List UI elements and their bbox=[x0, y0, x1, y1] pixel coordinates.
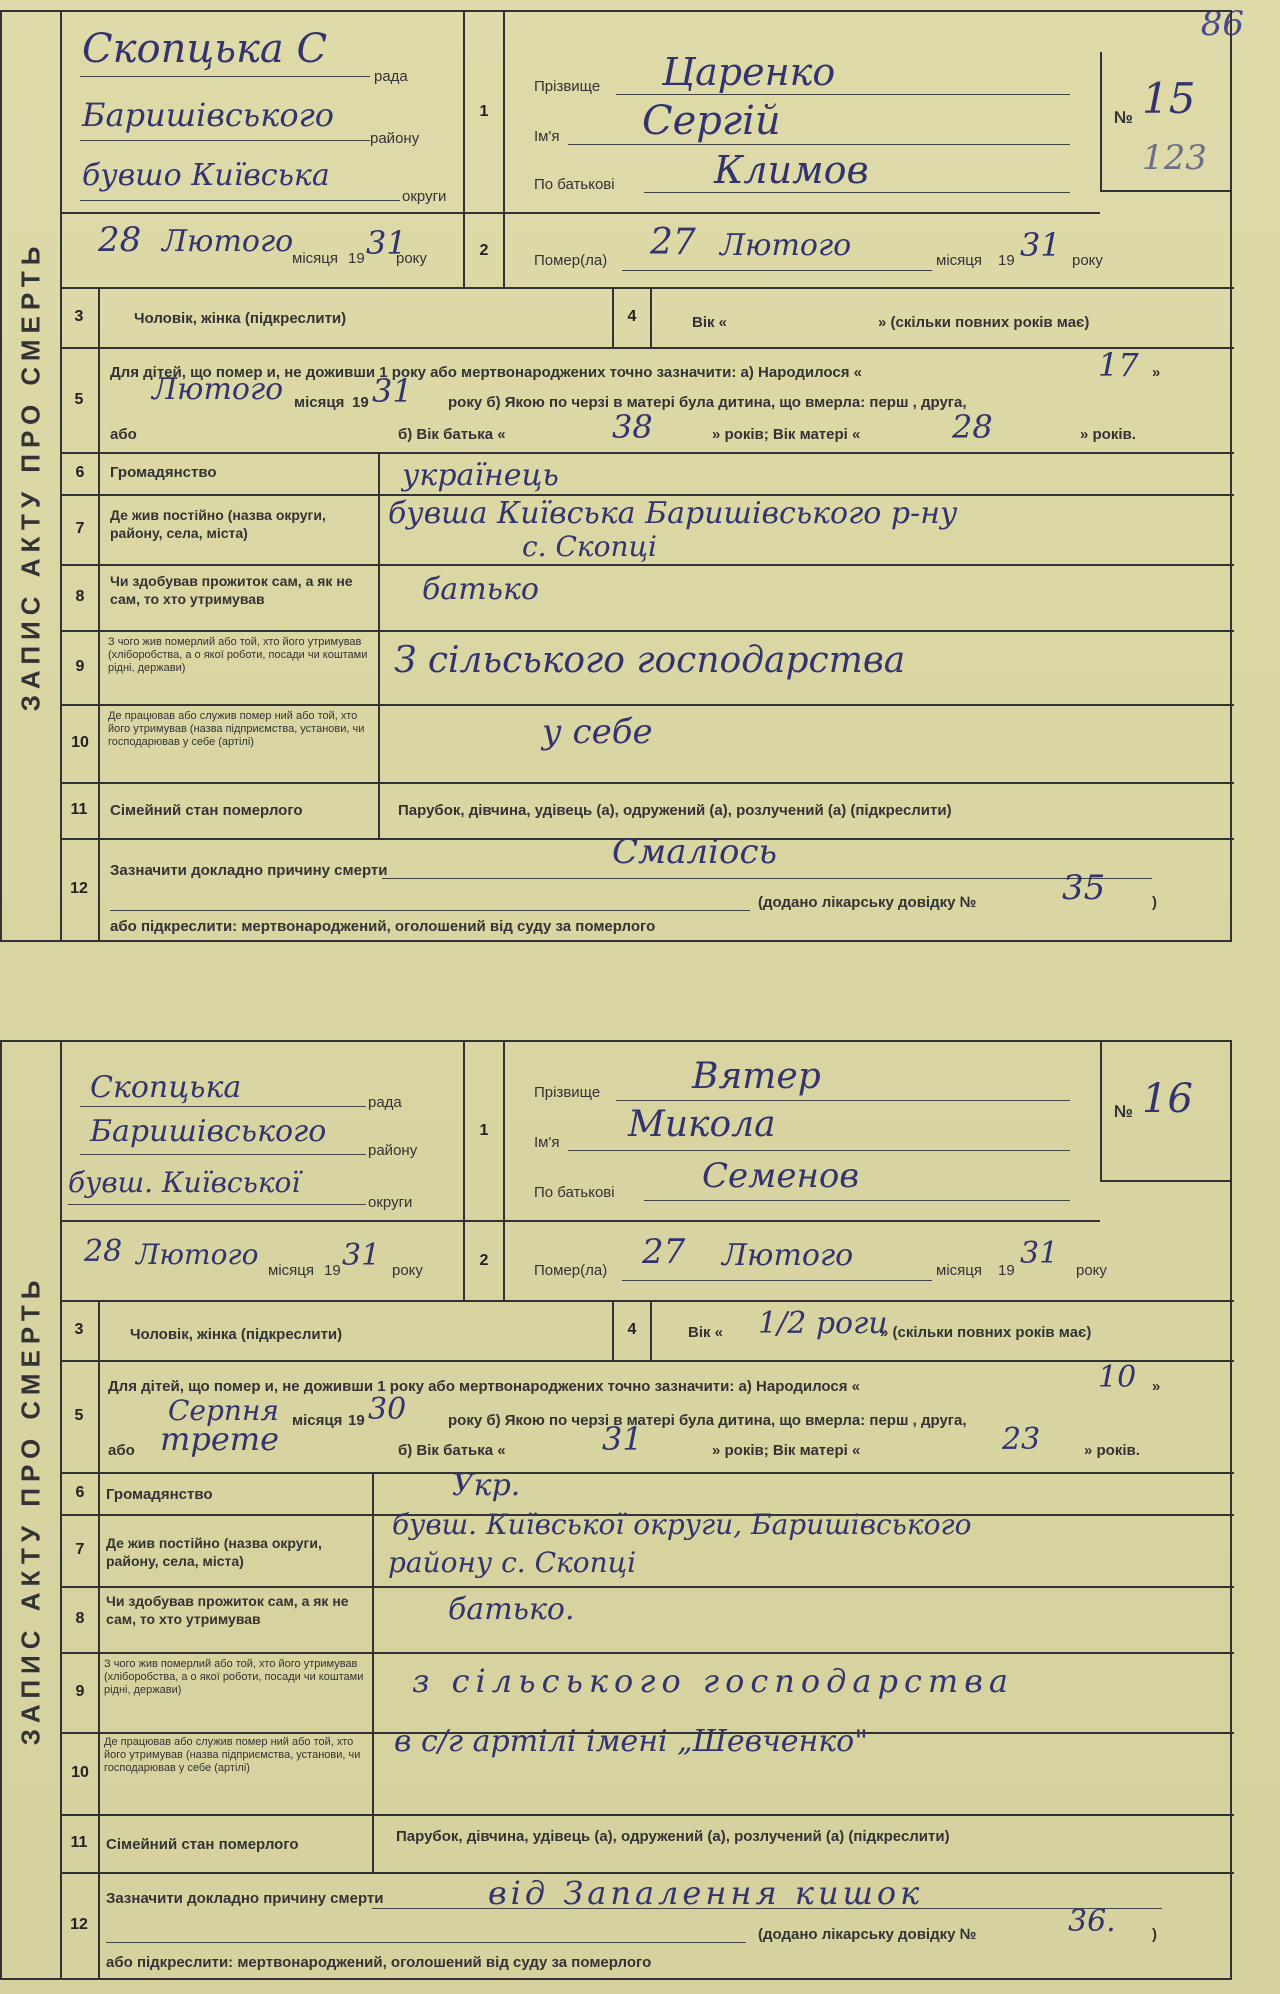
age-label: Вік « bbox=[688, 1324, 724, 1341]
death-month-label: місяця bbox=[936, 252, 982, 269]
death-date-label: Помер(ла) bbox=[534, 252, 608, 269]
workplace-value: в с/г артілі імені „Шевченко" bbox=[394, 1724, 869, 1759]
born-year-prefix: 19 bbox=[352, 394, 369, 411]
born-year-value: 30 bbox=[368, 1392, 407, 1427]
citizenship-label: Громадянство bbox=[110, 464, 217, 481]
certificate-value: 36. bbox=[1068, 1904, 1116, 1939]
death-year-prefix: 19 bbox=[998, 1262, 1015, 1279]
residence-value-1: бувша Київська Баришівського р-ну bbox=[388, 496, 958, 531]
death-day-value: 27 bbox=[650, 222, 696, 263]
citizenship-value: Укр. bbox=[452, 1468, 521, 1503]
infant-abo: або bbox=[108, 1442, 135, 1459]
born-year-value: 31 bbox=[372, 372, 413, 410]
sex-label: Чоловік, жінка (підкреслити) bbox=[130, 1326, 343, 1343]
name-label: Ім'я bbox=[534, 128, 560, 145]
infant-line1: Для дітей, що помер и, не доживши 1 року або мертвонароджених точно зазначити: а) Народилося « bbox=[110, 364, 862, 381]
death-year-value: 31 bbox=[1020, 1236, 1059, 1271]
born-month-label: місяця bbox=[294, 394, 345, 411]
reg-day-value: 28 bbox=[84, 1234, 123, 1269]
raion-label: району bbox=[370, 130, 420, 147]
provider-value: батько bbox=[422, 572, 539, 607]
livelihood-value: з сільського господарства bbox=[412, 1662, 1014, 1700]
record-number: 16 bbox=[1142, 1076, 1193, 1122]
born-month-label: місяця bbox=[292, 1412, 343, 1429]
years-label: » років. bbox=[1084, 1442, 1140, 1459]
death-record-card-1: ЗАПИС АКТУ ПРО СМЕРТЬ Скопцька С рада Баришівського району бувшо Київська округи 28 Лютого місяця 19 31 року 1 2 Прізвище Царенко Ім'я Сергій По батькові Климов Помер(ла) 27 Лютого місяця 19 31 року № 15 123 3 Чоловік, жінка (підкреслити) 4 Вік « » (скільки повних років має) 5 Для дітей, що помер и, не доживши 1 року або мертвонароджених точно зазначити: а) Народилося « 17 » Лютого місяця 19 31 року б) Якою по черзі в матері була дитина, що вмерла: перш , друга, або б) Вік батька « 38 » років; Вік матері « 28 » років. 6 Громадянство українець 7 Де жив постійно (назва округи, району, села, міста) бувша Київська Баришівського р-ну с. Скопці 8 Чи здобував прожиток сам, а як не сам, то хто утримував батько 9 З чого жив померлий або той, хто його утримував (хліборобства, а о якої роботи, посади чи коштами рідні, держави) З сільського господарства 10 Де працював або служив помер ний або той, хто його утримував (назва підприємства, установи, чи господарював у себе (артілі) у себе 11 Сімейний стан померлого Парубок, дівчина, удівець (а), одружений (а), розлучений (а) (підкреслити) 12 Зазначити докладно причину смерти Смаліось (додано лікарську довідку № 35 ) або підкреслити: мертвонароджений, оголошений від суду за померлого bbox=[0, 10, 1232, 942]
rada-label: рада bbox=[374, 68, 408, 85]
certificate-label: (додано лікарську довідку № bbox=[758, 1926, 977, 1943]
sex-label: Чоловік, жінка (підкреслити) bbox=[134, 310, 347, 327]
mother-age-label: » років; Вік матері « bbox=[712, 426, 861, 443]
death-month-value: Лютого bbox=[722, 1238, 854, 1273]
born-day-value: 10 bbox=[1098, 1360, 1137, 1395]
age-suffix: » (скільки повних років має) bbox=[880, 1324, 1092, 1341]
death-year-prefix: 19 bbox=[998, 252, 1015, 269]
father-age-value: 38 bbox=[612, 408, 653, 446]
okruha-value: бувш. Київської bbox=[68, 1166, 301, 1199]
livelihood-label: З чого жив померлий або той, хто його утримував (хліборобства, а о якої роботи, посади чи коштами рідні, держави) bbox=[108, 636, 368, 674]
record-number: 15 bbox=[1142, 74, 1196, 123]
number-label: № bbox=[1114, 1102, 1133, 1121]
mother-age-value: 23 bbox=[1002, 1422, 1041, 1457]
citizenship-label: Громадянство bbox=[106, 1486, 213, 1503]
death-date-label: Помер(ла) bbox=[534, 1262, 608, 1279]
stillborn-note: або підкреслити: мертвонароджений, оголошений від суду за померлого bbox=[106, 1954, 652, 1971]
residence-value-2: району с. Скопці bbox=[388, 1546, 637, 1579]
number-label: № bbox=[1114, 108, 1133, 127]
provider-label: Чи здобував прожиток сам, а як не сам, то хто утримував bbox=[106, 1593, 349, 1627]
provider-label: Чи здобував прожиток сам, а як не сам, то хто утримував bbox=[110, 573, 353, 607]
born-day-value: 17 bbox=[1098, 346, 1139, 384]
death-record-card-2: ЗАПИС АКТУ ПРО СМЕРТЬ Скопцька рада Баришівського району бувш. Київської округи 28 Лютого місяця 19 31 року 1 2 Прізвище Вятер Ім'я Микола По батькові Семенов Помер(ла) 27 Лютого місяця 19 31 року № 16 3 Чоловік, жінка (підкреслити) 4 Вік « 1/2 роги » (скільки повних років має) 5 Для дітей, що помер и, не доживши 1 року або мертвонароджених точно зазначити: а) Народилося « 10 » Серпня місяця 19 30 року б) Якою по черзі в матері була дитина, що вмерла: перш , друга, або трете б) Вік батька « 31 » років; Вік матері « 23 » років. 6 Громадянство Укр. 7 Де жив постійно (назва округи, району, села, міста) бувш. Київської округи, Баришівського району с. Скопці 8 Чи здобував прожиток сам, а як не сам, то хто утримував батько. 9 З чого жив померлий або той, хто його утримував (хліборобства, а о якої роботи, посади чи коштами рідні, держави) з сільського господарства 10 Де працював або служив помер ний або той, хто його утримував (назва підприємства, установи, чи господарював у себе (артілі) в с/г артілі імені „Шевченко" 11 Сімейний стан померлого Парубок, дівчина, удівець (а), одружений (а), розлучений (а) (підкреслити) 12 Зазначити докладно причину смерти від Запалення кишок (додано лікарську довідку № 36. ) або підкреслити: мертвонароджений, оголошений від суду за померлого bbox=[0, 1040, 1232, 1980]
marital-label: Сімейний стан померлого bbox=[110, 802, 303, 819]
reg-year-prefix: 19 bbox=[348, 250, 365, 267]
residence-value-2: с. Скопці bbox=[522, 530, 658, 563]
certificate-value: 35 bbox=[1062, 868, 1106, 908]
residence-value-1: бувш. Київської округи, Баришівського bbox=[392, 1508, 972, 1541]
workplace-label: Де працював або служив помер ний або той, хто його утримував (назва підприємства, установи, чи господарював у себе (артілі) bbox=[108, 710, 365, 748]
reg-year-label: року bbox=[396, 250, 427, 267]
rada-label: рада bbox=[368, 1094, 402, 1111]
surname-value: Вятер bbox=[692, 1056, 821, 1097]
infant-line1: Для дітей, що помер и, не доживши 1 року або мертвонароджених точно зазначити: а) Народилося « bbox=[108, 1378, 860, 1395]
citizenship-value: українець bbox=[402, 458, 559, 493]
reg-month-value: Лютого bbox=[162, 224, 294, 259]
age-value: 1/2 роги bbox=[758, 1306, 888, 1341]
name-label: Ім'я bbox=[534, 1134, 560, 1151]
residence-label: Де жив постійно (назва округи, району, села, міста) bbox=[106, 1535, 322, 1569]
side-title: ЗАПИС АКТУ ПРО СМЕРТЬ bbox=[2, 1042, 62, 1978]
paren-close: ) bbox=[1152, 894, 1157, 911]
surname-label: Прізвище bbox=[534, 1084, 601, 1101]
stillborn-note: або підкреслити: мертвонароджений, оголошений від суду за померлого bbox=[110, 918, 656, 935]
raion-value: Баришівського bbox=[82, 96, 335, 134]
father-age-value: 31 bbox=[602, 1420, 643, 1458]
birth-order-value: трете bbox=[160, 1420, 280, 1458]
marital-options: Парубок, дівчина, удівець (а), одружений (а), розлучений (а) (підкреслити) bbox=[398, 802, 952, 819]
name-value: Микола bbox=[628, 1104, 776, 1145]
father-age-label: б) Вік батька « bbox=[398, 426, 506, 443]
years-label: » років. bbox=[1080, 426, 1136, 443]
okruha-label: округи bbox=[402, 188, 447, 205]
side-title: ЗАПИС АКТУ ПРО СМЕРТЬ bbox=[2, 12, 62, 940]
mother-age-value: 28 bbox=[952, 408, 993, 446]
reg-month-label: місяця bbox=[292, 250, 338, 267]
surname-label: Прізвище bbox=[534, 78, 601, 95]
mother-age-label: » років; Вік матері « bbox=[712, 1442, 861, 1459]
death-year-label: року bbox=[1072, 252, 1103, 269]
infant-line2: року б) Якою по черзі в матері була дитина, що вмерла: перш , друга, bbox=[448, 1412, 967, 1429]
born-year-prefix: 19 bbox=[348, 1412, 365, 1429]
reg-year-value: 31 bbox=[342, 1238, 381, 1273]
infant-abo: або bbox=[110, 426, 137, 443]
record-number-secondary: 123 bbox=[1142, 138, 1207, 178]
page-number: 86 bbox=[1200, 4, 1244, 44]
death-day-value: 27 bbox=[642, 1232, 686, 1272]
cause-label: Зазначити докладно причину смерти bbox=[110, 862, 388, 879]
quote-close: » bbox=[1152, 1378, 1161, 1395]
reg-year-value: 31 bbox=[366, 224, 407, 262]
quote-close: » bbox=[1152, 364, 1161, 381]
okruha-label: округи bbox=[368, 1194, 413, 1211]
workplace-value: у себе bbox=[542, 712, 653, 752]
patronymic-value: Климов bbox=[714, 148, 869, 192]
reg-year-prefix: 19 bbox=[324, 1262, 341, 1279]
marital-options: Парубок, дівчина, удівець (а), одружений (а), розлучений (а) (підкреслити) bbox=[396, 1828, 950, 1845]
reg-day-value: 28 bbox=[98, 220, 142, 260]
cause-value: Смаліось bbox=[612, 832, 778, 872]
okruha-value: бувшо Київська bbox=[82, 158, 330, 193]
death-year-label: року bbox=[1076, 1262, 1107, 1279]
residence-label: Де жив постійно (назва округи, району, села, міста) bbox=[110, 507, 326, 541]
patronymic-label: По батькові bbox=[534, 176, 615, 193]
father-age-label: б) Вік батька « bbox=[398, 1442, 506, 1459]
reg-month-label: місяця bbox=[268, 1262, 314, 1279]
cause-value: від Запалення кишок bbox=[488, 1874, 924, 1912]
raion-value: Баришівського bbox=[90, 1114, 327, 1149]
death-month-label: місяця bbox=[936, 1262, 982, 1279]
marital-label: Сімейний стан померлого bbox=[106, 1836, 299, 1853]
death-month-value: Лютого bbox=[720, 228, 852, 263]
rada-value: Скопцька С bbox=[82, 26, 328, 72]
rada-value: Скопцька bbox=[90, 1070, 242, 1105]
certificate-label: (додано лікарську довідку № bbox=[758, 894, 977, 911]
surname-value: Царенко bbox=[662, 50, 836, 94]
patronymic-value: Семенов bbox=[702, 1156, 860, 1196]
raion-label: району bbox=[368, 1142, 418, 1159]
paren-close: ) bbox=[1152, 1926, 1157, 1943]
age-suffix: » (скільки повних років має) bbox=[878, 314, 1090, 331]
born-month-value: Серпня bbox=[168, 1394, 279, 1427]
reg-year-label: року bbox=[392, 1262, 423, 1279]
infant-line2: року б) Якою по черзі в матері була дитина, що вмерла: перш , друга, bbox=[448, 394, 967, 411]
age-label: Вік « bbox=[692, 314, 728, 331]
livelihood-value: З сільського господарства bbox=[394, 640, 906, 681]
born-month-value: Лютого bbox=[152, 372, 284, 407]
workplace-label: Де працював або служив помер ний або той, хто його утримував (назва підприємства, установи, чи господарював у себе (артілі) bbox=[104, 1736, 361, 1774]
death-year-value: 31 bbox=[1020, 226, 1061, 264]
name-value: Сергій bbox=[642, 98, 781, 144]
livelihood-label: З чого жив померлий або той, хто його утримував (хліборобства, а о якої роботи, посади чи коштами рідні, держави) bbox=[104, 1658, 364, 1696]
reg-month-value: Лютого bbox=[136, 1238, 259, 1271]
patronymic-label: По батькові bbox=[534, 1184, 615, 1201]
cause-label: Зазначити докладно причину смерти bbox=[106, 1890, 384, 1907]
provider-value: батько. bbox=[448, 1592, 575, 1627]
